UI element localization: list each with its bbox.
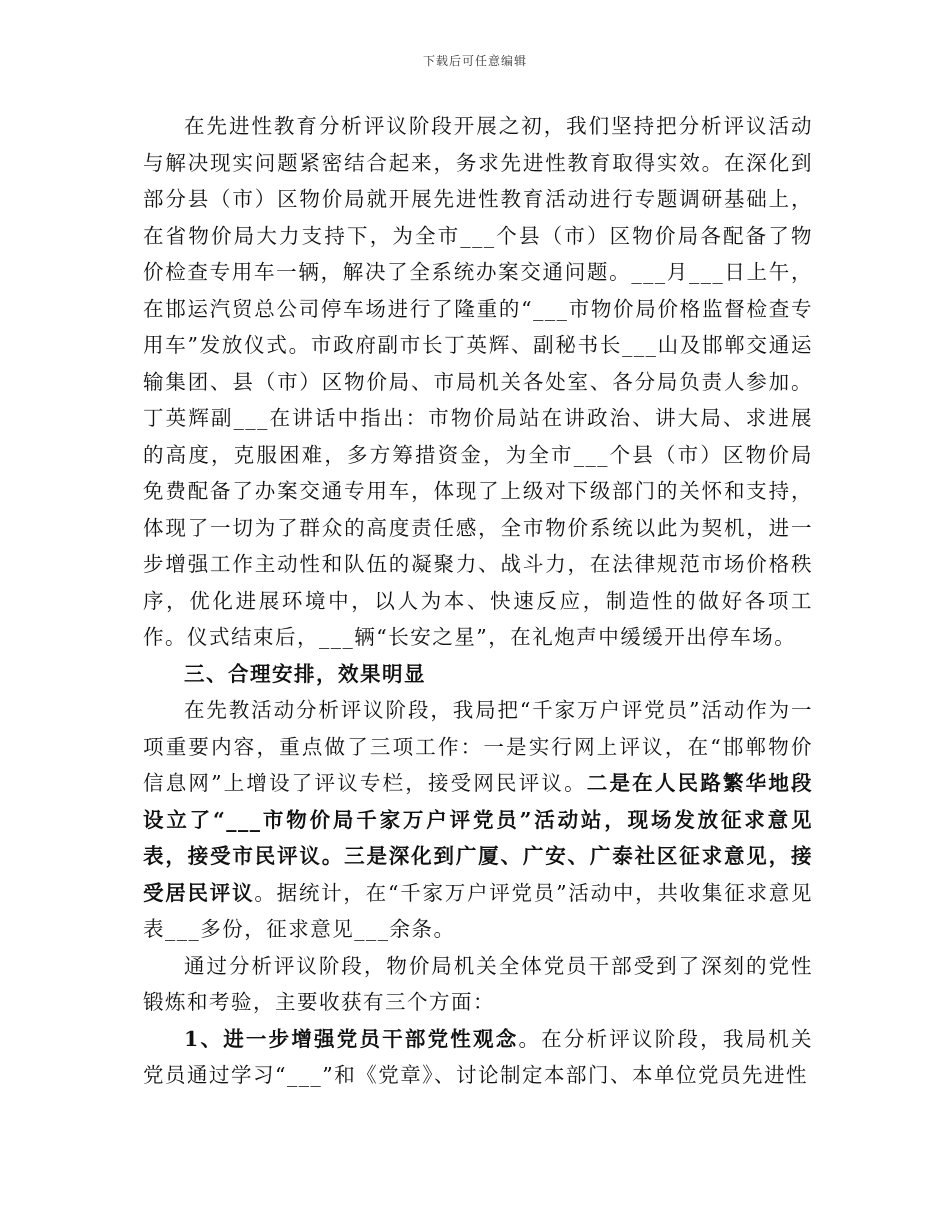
paragraph-public-evaluation-intro: 在先教活动分析评议阶段，我局把“千家万户评党员”活动作为一项重要内容，重点做了三项工作：一是实行网上评议，在“邯郸物价信息网”上增设了评议专栏，接受网民评议。 (143, 698, 813, 795)
paragraph-public-evaluation-bold: 二是在人民路繁华地段设立了“___市物价局千家万户评党员”活动站，现场发放征求意见表，接受市民评议。三是深化到广厦、广安、广泰社区征求意见，接受居民评议 (143, 771, 814, 905)
section-heading-3: 三、合理安排，效果明显 (184, 661, 426, 686)
paragraph-public-evaluation-stats: 。据统计，在“千家万户评党员”活动中，共收集征求意见表___多份，征求意见___余条。 (143, 880, 813, 941)
document-body (143, 108, 813, 1094)
page-header-note: 下载后可任意编辑 (422, 54, 527, 68)
paragraph-inspection-vehicles: 在先进性教育分析评议阶段开展之初，我们坚持把分析评议活动与解决现实问题紧密结合起来，务求先进性教育取得实效。在深化到部分县（市）区物价局就开展先进性教育活动进行专题调研基础上，在省物价局大力支持下，为全市___个县（市）区物价局各配备了物价检查专用车一辆，解决了全系统办案交通问题。___月___日上午，在邯运汽贸总公司停车场进行了隆重的“___市物价局价格监督检查专用车”发放仪式。市政府副市长丁英辉、副秘书长___山及邯郸交通运输集团、县（市）区物价局、市局机关各处室、各分局负责人参加。丁英辉副___在讲话中指出：市物价局站在讲政治、讲大局、求进展的高度，克服困难，多方筹措资金，为全市___个县（市）区物价局免费配备了办案交通专用车，体现了上级对下级部门的关怀和支持，体现了一切为了群众的高度责任感，全市物价系统以此为契机，进一步增强工作主动性和队伍的凝聚力、战斗力，在法律规范市场价格秩序，优化进展环境中，以人为本、快速反应，制造性的做好各项工作。仪式结束后，___辆“长安之星”，在礼炮声中缓缓开出停车场。 (143, 114, 813, 649)
paragraph-gain-1-title: 1、进一步增强党员干部党性观念 (184, 1026, 519, 1051)
paragraph-gain-1 (143, 1021, 813, 1094)
paragraph-gains-summary: 通过分析评议阶段，物价局机关全体党员干部受到了深刻的党性锻炼和考验，主要收获有三个方面： (143, 953, 813, 1014)
paragraph-public-evaluation (143, 692, 813, 948)
paragraph-gain-1-text: 。在分析评议阶段，我局机关党员通过学习“___”和《党章》、讨论制定本部门、本单位党员先进性 (143, 1026, 814, 1087)
